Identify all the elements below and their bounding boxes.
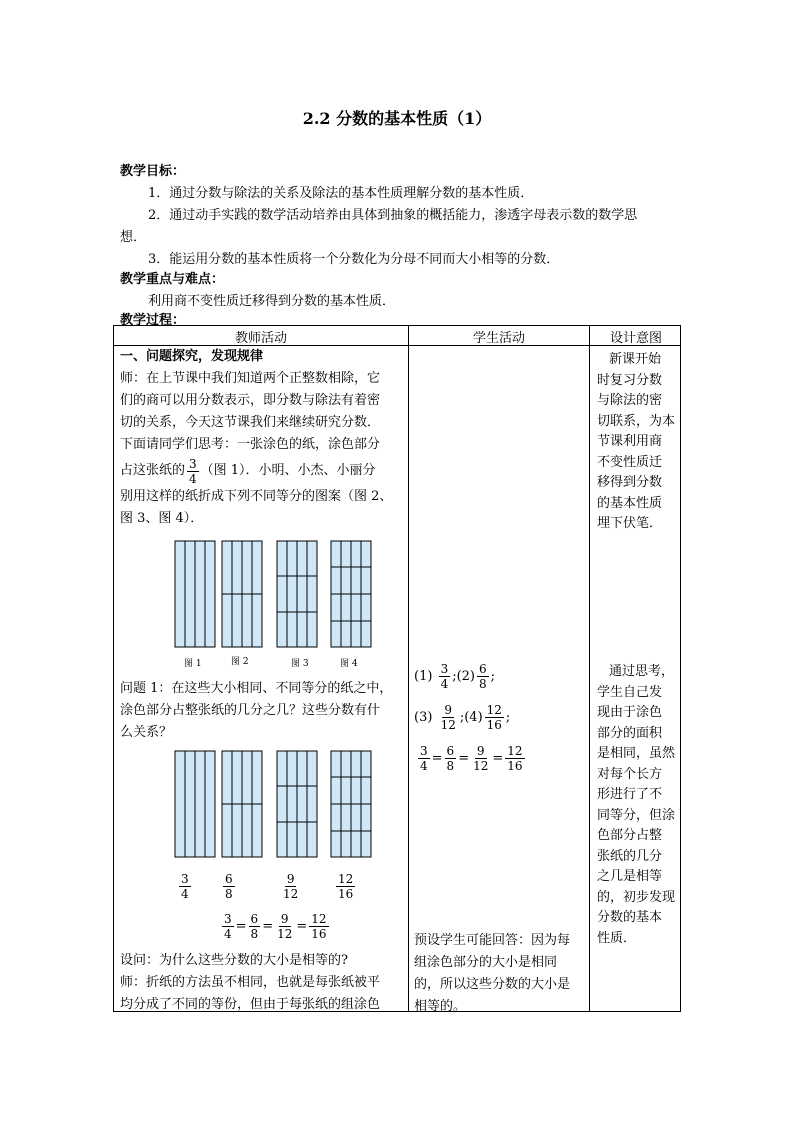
- process-table: [113, 325, 681, 1012]
- col-header-teacher: 教师活动: [234, 331, 287, 346]
- figure-label-4: 图 4: [340, 659, 358, 669]
- figure-1: [175, 541, 215, 647]
- student-equality: $\frac{3}{4}$ = $\frac{6}{8}$ = $\frac{9}{12}$ = $\frac{12}{16}$: [420, 744, 523, 773]
- folded-paper-figures-1: [174, 540, 374, 648]
- figure-4: [331, 541, 371, 647]
- objectives-heading: 教学目标：: [120, 164, 186, 179]
- objective-1: 1．通过分数与除法的关系及除法的基本性质理解分数的基本性质．: [148, 186, 534, 201]
- frac-label-3-4: $\frac{3}{4}$: [181, 872, 189, 901]
- figure-label-3: 图 3: [291, 659, 309, 669]
- frac-label-12-16: $\frac{12}{16}$: [338, 872, 354, 901]
- objective-2-cont: 想．: [120, 230, 147, 245]
- folded-paper-figures-2: [174, 750, 374, 858]
- figure-2-2: [222, 751, 262, 857]
- teacher-text-1: 一、问题探究，发现规律 师：在上节课中我们知道两个正整数相除，它 们的商可以用分数表示，即分数与除法有着密 切的关系，今天这节课我们来继续研究分数． 下面请同学们思考：一张涂色的纸，涂色部分 占这张纸的 $\frac{3}{4}$ （图 1）．小明、小杰、小丽分 别用这样的纸折成下列不同等分的图案（图 2、 图 3、图 4）．: [120, 346, 406, 530]
- col-header-student: 学生活动: [472, 331, 525, 346]
- design-intent-2: 通过思考， 学生自己发 现由于涂色 部分的面积 是相同，虽然 对每个长方 形进行了不 同等分，但涂 色部分占整 张纸的几分 之几是相等 的，初步发现 分数的基本 性质．: [597, 664, 676, 946]
- frac-label-9-12: $\frac{9}{12}$: [283, 872, 299, 901]
- student-answer-1-2: (1) $\frac{3}{4}$ ;(2) $\frac{6}{8}$ ;: [414, 662, 496, 691]
- figure-2-3: [277, 751, 317, 857]
- question-1: 问题 1：在这些大小相同、不同等分的纸之中， 涂色部分占整张纸的几分之几？这些分数有什 么关系？: [120, 681, 393, 740]
- page-title: 2.2 分数的基本性质（1）: [302, 109, 492, 128]
- figure-2-1: [175, 751, 215, 857]
- figure-label-1: 图 1: [184, 659, 202, 669]
- teacher-ask: 设问：为什么这些分数的大小是相等的? 师：折纸的方法虽不相同，也就是每张纸被平 均分成了不同的等份，但由于每张纸的组涂色: [120, 953, 381, 1012]
- student-answer-3-4: (3) $\frac{9}{12}$ ;(4) $\frac{12}{16}$ ;: [414, 703, 511, 732]
- equality-teacher: $\frac{3}{4}$ = $\frac{6}{8}$ = $\frac{9}{12}$ = $\frac{12}{16}$: [224, 912, 327, 941]
- keypoints-text: 利用商不变性质迁移得到分数的基本性质．: [148, 294, 396, 309]
- figure-2: [222, 541, 262, 647]
- objective-3: 3．能运用分数的基本性质将一个分数化为分母不同而大小相等的分数．: [148, 252, 560, 267]
- objective-2: 2．通过动手实践的数学活动培养由具体到抽象的概括能力，渗透字母表示数的数学思: [148, 208, 638, 223]
- keypoints-heading: 教学重点与难点：: [120, 272, 225, 287]
- design-intent-1: 新课开始 时复习分数 与除法的密 切联系，为本 节课利用商 不变性质迁 移得到分数 的基本性质 埋下伏笔．: [597, 352, 676, 531]
- figure-3: [277, 541, 317, 647]
- fraction-3-4: $\frac{3}{4}$: [189, 456, 197, 486]
- process-heading: 教学过程：: [120, 313, 186, 328]
- figure-label-2: 图 2: [231, 657, 249, 667]
- student-expected-answer: 预设学生可能回答：因为每 组涂色部分的大小是相同 的，所以这些分数的大小是 相等的。: [414, 933, 571, 1014]
- col-header-design: 设计意图: [609, 331, 662, 346]
- figure-2-4: [331, 751, 371, 857]
- frac-label-6-8: $\frac{6}{8}$: [225, 872, 233, 901]
- section1-title: 一、问题探究，发现规律: [120, 349, 264, 364]
